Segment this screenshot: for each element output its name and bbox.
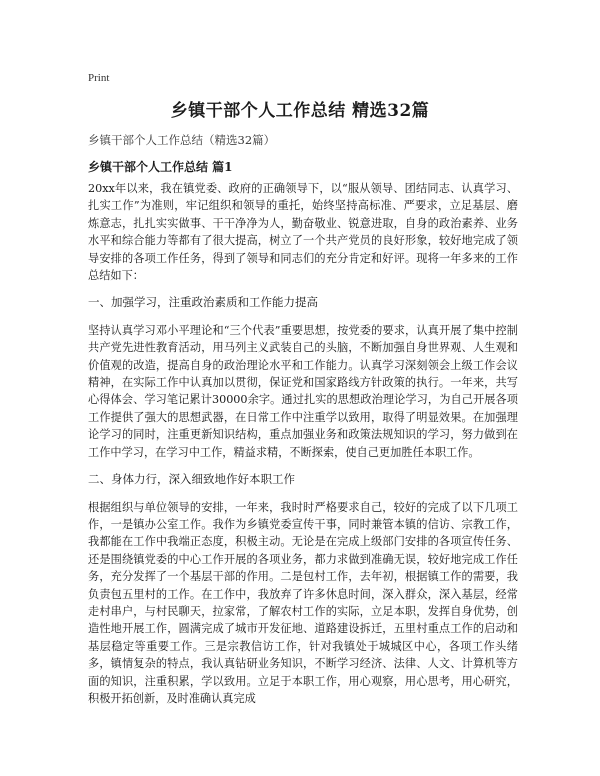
paragraph-study: 坚持认真学习邓小平理论和“三个代表”重要思想，按党委的要求，认真开展了集中控制共产党先进性教育活动，用马列主义武装自己的头脑，不断加强自身世界观、人生观和价值观的改造，提高自身的政治理论水平和工作能力。认真学习深刻领会上级工作会议精神，在实际工作中认真加以贯彻，保证党和国家路线方针政策的执行。一年来，共写心得体会、学习笔记累计30000余字。通过扎实的思想政治理论学习，为自己开展各项工作提供了强大的思想武器，在日常工作中注重学以致用，取得了明显效果。在加强理论学习的同时，注重更新知识结构，重点加强业务和政策法规知识的学习，努力做到在工作中学习，在学习中工作，精益求精，不断探索，使自己更加胜任本职工作。 bbox=[88, 323, 518, 459]
document-body bbox=[88, 180, 518, 717]
document-subtitle: 乡镇干部个人工作总结（精选32篇） bbox=[88, 133, 276, 147]
subheading-study: 一、加强学习，注重政治素质和工作能力提高 bbox=[88, 295, 318, 310]
page-title: 乡镇干部个人工作总结 精选32篇 bbox=[170, 101, 430, 121]
subheading-work: 二、身体力行，深入细致地作好本职工作 bbox=[88, 472, 295, 487]
print-link[interactable]: Print bbox=[88, 72, 110, 84]
section-heading: 乡镇干部个人工作总结 篇1 bbox=[88, 160, 233, 174]
paragraph-intro: 20xx年以来，我在镇党委、政府的正确领导下，以“服从领导、团结同志、认真学习、扎实工作”为准则，牢记组织和领导的重托，始终坚持高标准、严要求，立足基层、磨炼意志，扎扎实实做事、干干净净为人，勤奋敬业、锐意进取，自身的政治素养、业务水平和综合能力等都有了很大提高，树立了一个共产党员的良好形象，较好地完成了领导安排的各项工作任务，得到了领导和同志们的充分肯定和好评。现将一年多来的工作总结如下： bbox=[88, 182, 518, 283]
paragraph-work: 根据组织与单位领导的安排，一年来，我时时严格要求自己，较好的完成了以下几项工作，一是镇办公室工作。我作为乡镇党委宣传干事，同时兼管本镇的信访、宗教工作，我都能在工作中我端正态度，积极主动。无论是在完成上级部门安排的各项宣传任务、还是围绕镇党委的中心工作开展的各项业务，都力求做到准确无误，较好地完成工作任务，充分发挥了一个基层干部的作用。二是包村工作，去年初，根据镇工作的需要，我负责包五里村的工作。在工作中，我放弃了许多休息时间，深入群众，深入基层，经常走村串户，与村民聊天，拉家常，了解农村工作的实际，立足本职，发挥自身优势，创造性地开展工作，圆满完成了城市开发征地、道路建设拆迁，五里村重点工作的启动和基层稳定等重要工作。三是宗教信访工作，针对我镇处于城城区中心，各项工作头绪多，镇情复杂的特点，我认真钻研业务知识，不断学习经济、法律、人文、计算机等方面的知识，注重积累，学以致用。立足于本职工作，用心观察，用心思考，用心研究，积极开拓创新，及时准确认真完成 bbox=[88, 500, 518, 705]
